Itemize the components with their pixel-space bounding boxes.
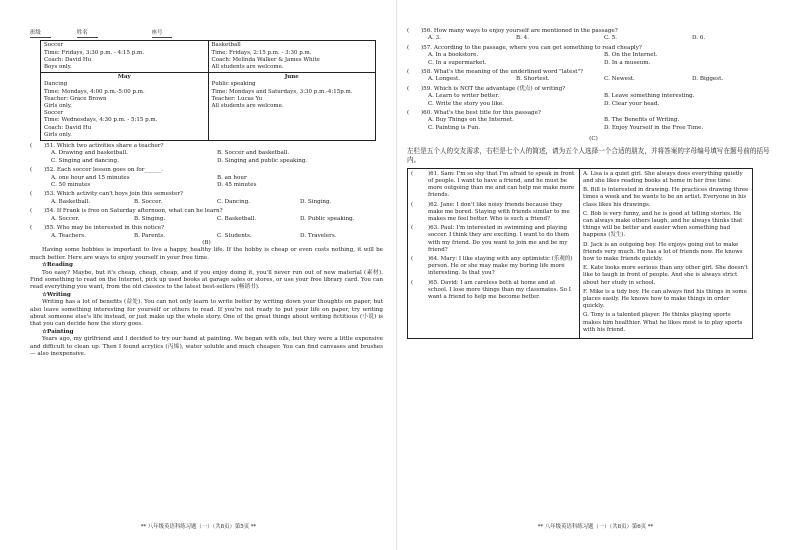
question-59: ( )59. Which is NOT the advantage (优点) of writing? xyxy=(407,85,566,92)
reading-paragraph: Too easy? Maybe, but it's cheap, cheap, cheap, and if you enjoy doing it, you'll never run out of new material (素材). Find something to read on the Internet, pick up used books at garage sales or stores, or use your free library card. You can read everything you want, from the old classics to the latest best-sellers (畅销书). xyxy=(30,269,383,291)
section-c-instructions: 左栏是五个人的交友需求，右栏是七个人的简述，请为五个人选择一个合适的朋友，并将答案的字母编号填写在题号前的括号内。 xyxy=(407,146,770,164)
question-60: ( )60. What's the best title for this passage? xyxy=(407,110,541,117)
question-53: ( )53. Which activity can't boys join this semester? xyxy=(30,191,183,198)
question-57: ( )57. According to the passage, where you can get something to read cheaply? xyxy=(407,44,642,51)
student-info-header xyxy=(30,30,383,38)
activity-schedule-table xyxy=(40,40,376,141)
reading-heading: ☆Reading xyxy=(42,262,73,269)
person-63: ( )63. Paul: I'm interested in swimming and playing soccer. I think they are exciting. I want to do them with my friend. Do you want to join me and be my friend? xyxy=(411,225,570,253)
question-51: ( )51. Which two activities share a teacher? xyxy=(30,143,164,150)
person-61: ( )61. Sam: I'm so shy that I'm afraid to speak in front of people. I want to have a friend, and he must be more outgoing than me and can help me make more friends. xyxy=(411,170,575,199)
number-label: 座号 xyxy=(152,30,173,38)
section-c-heading: (C) xyxy=(589,136,598,143)
questions-51-55: ( )51. Which two activities share a teacher? A. Drawing and basketball. B. Soccer and basketball. C. Singing and dancing. D. Singing and public speaking. ( )52. Each soccer lesson goes on for______. A. one hour and 15 minutes B. an hour C. 50 minutes D. 45 minutes ( )53. Which activity can't boys join this semester? A. Basketball. B. Soccer. C. Dancing. D. Singing. ( )54. If Frank is free on Saturday afternoon, what can he learn? A. Soccer. B. Singing. C. Basketball. D. Public speaking. ( )55. Who may be interested in this notice? A. Teachers. B. Parents. C. Students. D. Travelers. xyxy=(30,143,383,240)
description-c: C. Bob is very funny, and he is good at telling stories. He can always make others laugh, and he always thinks that things will be better and easier when something bad happens (发生). xyxy=(583,210,743,239)
schedule-cell-r1c2: Basketball Time: Fridays, 2:15 p.m. - 3:30 p.m. Coach: Melinda Walker & James White All students are welcome. xyxy=(208,41,376,73)
class-label: 班级 xyxy=(30,30,51,38)
question-56: ( )56. How many ways to enjoy yourself are mentioned in the passage? xyxy=(407,28,618,34)
writing-paragraph: Writing has a lot of benefits (益处). You can not only learn to write better by writing down your thoughts on paper, but also leave something interesting for yourself or others to read. If you're not ready to put your life on paper, try writing about someone else's life instead, or just make up the whole story. One of the great things about writing fictitious (小说) is that you can decide how the story goes. xyxy=(30,299,383,328)
month-june: June xyxy=(284,74,299,81)
description-e: E. Kate looks more serious than any other girl. She doesn't like to laugh in front of people. And she is always strict about her study in school. xyxy=(583,265,748,286)
right-page xyxy=(397,0,794,550)
painting-paragraph: Years ago, my girlfriend and I decided to try our hand at painting. We began with oils, but they were a little expensive and difficult to clean up. Then I found acrylics (丙烯), water soluble and much cheaper. You can find canvases and brushes — also inexpensive. xyxy=(30,336,383,358)
passage-b xyxy=(30,247,383,358)
person-62: ( )62. Jane: I don't like noisy friends because they make me bored. Staying with friends similar to me makes me feel better. Who is such a friend? xyxy=(411,201,570,222)
people-column xyxy=(408,169,580,338)
description-g: G. Tony is a talented player. He thinks playing sports makes him healthier. What he likes most is to play sports with his friend. xyxy=(583,312,743,333)
schedule-cell-r2c2: June Public speaking Time: Mondays and Saturdays, 3:30 p.m.-4:15p.m. Teacher: Lucas Yu All students are welcome. xyxy=(208,73,376,141)
section-b-heading: (B) xyxy=(202,239,211,246)
name-label: 姓名 xyxy=(77,30,98,38)
descriptions-column xyxy=(580,169,752,338)
month-may: May xyxy=(117,74,131,81)
description-f: F. Mike is a tidy boy. He can always find his things in some places easily. He knows how to make things in order quickly. xyxy=(583,288,747,310)
page-6-footer: ** 八年级英语科练习题（一）（共8页）第6页 ** xyxy=(537,523,654,530)
description-d: D. Jack is an outgoing boy. He enjoys going out to make friends very much. He has a lot of friends now. He knows how to make friends quickly. xyxy=(583,241,743,262)
question-58: ( )58. What's the meaning of the underlined word "latest"? xyxy=(407,69,584,76)
writing-heading: ☆Writing xyxy=(42,291,71,298)
question-54: ( )54. If Frank is free on Saturday afternoon, what can he learn? xyxy=(30,208,223,215)
schedule-cell-r1c1: Soccer Time: Fridays, 3:30 p.m. - 4:15 p.m. Coach: David Hu Boys only. xyxy=(41,41,209,73)
passage-intro: Having some hobbies is important to live a happy, healthy life. If the hobby is cheap or even costs nothing, it will be much better. Here are ways to enjoy yourself in your free time. xyxy=(30,247,383,261)
questions-56-60: ( )56. How many ways to enjoy yourself are mentioned in the passage? A. 3. B. 4. C. 5. D. 6. ( )57. According to the passage, where you can get something to read cheaply? A. In a bookstore. B. On the Internet. C. In a supermarket. D. In a museum. ( )58. What's the meaning of the underlined word "latest"? A. Longest. B. Shortest. C. Newest. D. Biggest. ( )59. Which is NOT the advantage (优点) of writing? A. Learn to writer better. B. Leave something interesting. C. Write the story you like. D. Clear your head. ( )60. What's the best title for this passage? A. Buy Things on the Internet. B. The Benefits of Writing. C. Painting is Fun. D. Enjoy Yourself in the Free Time. xyxy=(407,28,780,132)
description-b: B. Bill is interested in drawing. He practices drawing three times a week and he wants to be an artist. Everyone in his class likes his drawings. xyxy=(583,187,749,208)
question-55: ( )55. Who may be interested in this notice? xyxy=(30,225,165,232)
schedule-cell-r2c1: May Dancing Time: Mondays, 4:00 p.m.-5:00 p.m. Teacher: Grace Brown Girls only. Soccer Time: Wednesdays, 4:30 p.m. - 5:15 p.m. Coach: David Hu Girls only. xyxy=(41,73,209,141)
person-65: ( )65. David: I am careless both at home and at school. I lose more things than my classmates. So I want a friend to help me become better. xyxy=(411,279,571,300)
painting-heading: ☆Painting xyxy=(42,328,74,335)
description-a: A. Lisa is a quiet girl. She always does everything quietly and she likes reading books at home in her free time. xyxy=(583,170,743,184)
person-64: ( )64. Mary: I like staying with any optimistic (乐观的) person. He or she may make my boring life more interesting. Is that you? xyxy=(411,255,573,277)
matching-table xyxy=(407,168,753,339)
page-5-footer: ** 八年级英语科练习题（一）（共8页）第5页 ** xyxy=(140,523,257,530)
question-52: ( )52. Each soccer lesson goes on for______. xyxy=(30,167,163,174)
